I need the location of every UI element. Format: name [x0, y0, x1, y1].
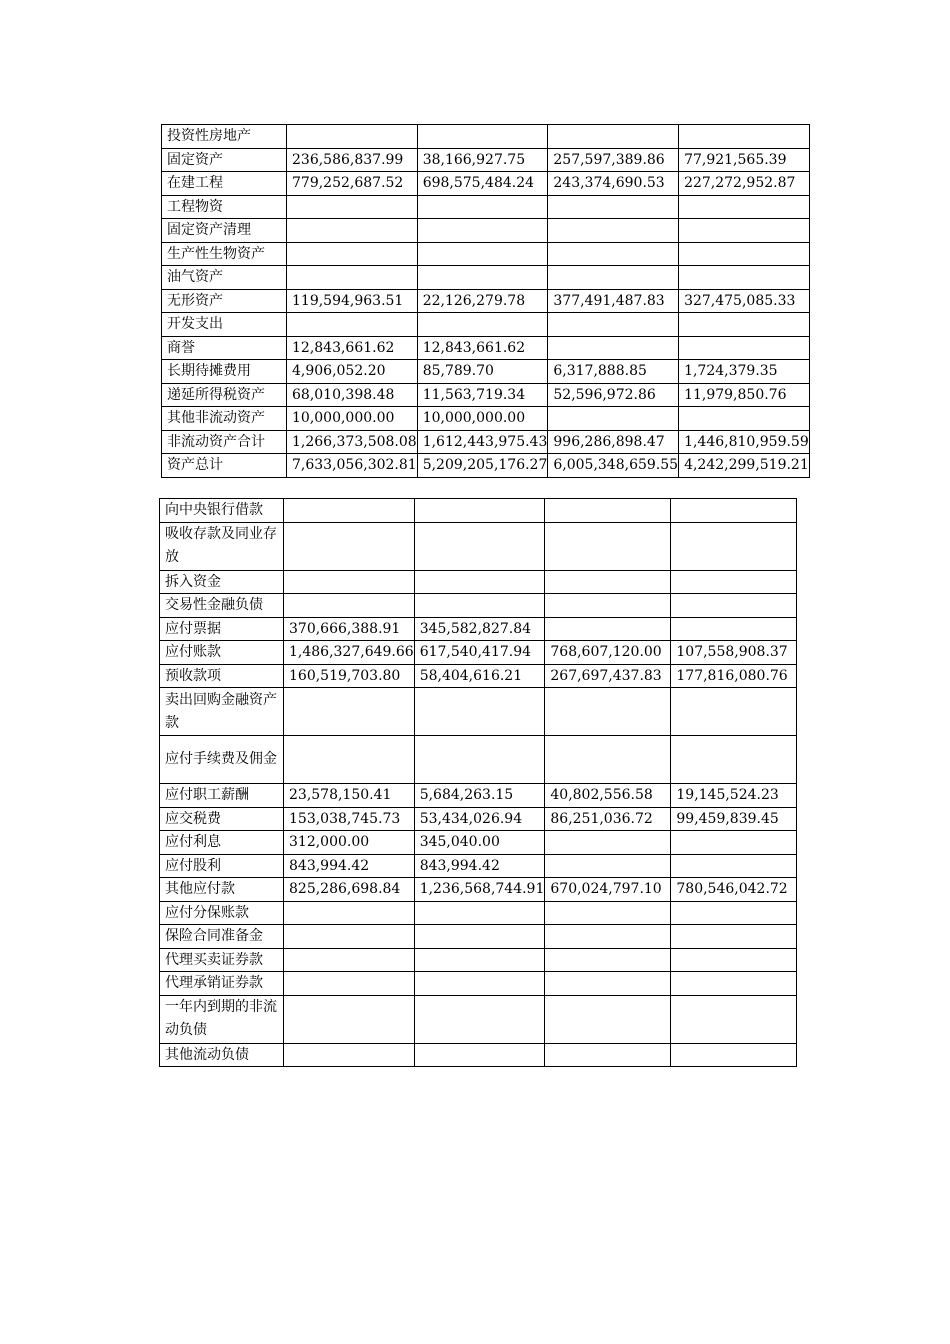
value-cell: [679, 242, 810, 266]
value-cell: [284, 522, 415, 570]
value-cell: [671, 736, 797, 784]
value-cell: 11,979,850.76: [679, 383, 810, 407]
row-label: 非流动资产合计: [162, 430, 287, 454]
value-cell: 1,486,327,649.66: [284, 641, 415, 665]
value-cell: [545, 570, 671, 594]
value-cell: 1,236,568,744.91: [414, 878, 545, 902]
table-row: [162, 219, 810, 243]
table-row: [162, 360, 810, 384]
value-cell: [414, 1043, 545, 1067]
value-cell: [548, 242, 679, 266]
row-label: 其他流动负债: [160, 1043, 284, 1067]
value-cell: 227,272,952.87: [679, 172, 810, 196]
value-cell: 377,491,487.83: [548, 289, 679, 313]
row-label: 开发支出: [162, 313, 287, 337]
row-label: 固定资产: [162, 148, 287, 172]
value-cell: [417, 219, 548, 243]
row-label: 油气资产: [162, 266, 287, 290]
value-cell: [284, 948, 415, 972]
value-cell: [287, 266, 418, 290]
value-cell: 6,317,888.85: [548, 360, 679, 384]
value-cell: 670,024,797.10: [545, 878, 671, 902]
value-cell: [414, 901, 545, 925]
value-cell: [287, 242, 418, 266]
value-cell: 52,596,972.86: [548, 383, 679, 407]
value-cell: [545, 925, 671, 949]
value-cell: [545, 948, 671, 972]
value-cell: 698,575,484.24: [417, 172, 548, 196]
value-cell: 119,594,963.51: [287, 289, 418, 313]
row-label: 资产总计: [162, 454, 287, 478]
table-row: [160, 995, 797, 1043]
row-label: 应付分保账款: [160, 901, 284, 925]
table-row: [160, 570, 797, 594]
table-row: [160, 831, 797, 855]
value-cell: [671, 570, 797, 594]
value-cell: [671, 972, 797, 996]
row-label: 应付利息: [160, 831, 284, 855]
table-row: [162, 454, 810, 478]
row-label: 长期待摊费用: [162, 360, 287, 384]
value-cell: [414, 522, 545, 570]
value-cell: [671, 901, 797, 925]
table-row: [160, 972, 797, 996]
value-cell: [548, 313, 679, 337]
value-cell: 327,475,085.33: [679, 289, 810, 313]
value-cell: [671, 854, 797, 878]
value-cell: 153,038,745.73: [284, 807, 415, 831]
value-cell: [671, 831, 797, 855]
row-label: 应交税费: [160, 807, 284, 831]
value-cell: 68,010,398.48: [287, 383, 418, 407]
value-cell: [287, 313, 418, 337]
value-cell: [545, 1043, 671, 1067]
table-row: [160, 1043, 797, 1067]
value-cell: [284, 736, 415, 784]
row-label: 递延所得税资产: [162, 383, 287, 407]
value-cell: [679, 266, 810, 290]
value-cell: 4,242,299,519.21: [679, 454, 810, 478]
row-label: 应付手续费及佣金: [160, 736, 284, 784]
value-cell: 1,446,810,959.59: [679, 430, 810, 454]
value-cell: [548, 266, 679, 290]
value-cell: 257,597,389.86: [548, 148, 679, 172]
row-label: 预收款项: [160, 664, 284, 688]
value-cell: 267,697,437.83: [545, 664, 671, 688]
row-label: 一年内到期的非流动负债: [160, 995, 284, 1043]
value-cell: 12,843,661.62: [287, 336, 418, 360]
table-row: [160, 617, 797, 641]
value-cell: [414, 594, 545, 618]
value-cell: [548, 407, 679, 431]
value-cell: 40,802,556.58: [545, 784, 671, 808]
row-label: 固定资产清理: [162, 219, 287, 243]
table-row: [160, 664, 797, 688]
value-cell: [679, 336, 810, 360]
value-cell: 1,266,373,508.08: [287, 430, 418, 454]
value-cell: [414, 925, 545, 949]
value-cell: [679, 195, 810, 219]
value-cell: [548, 219, 679, 243]
row-label: 应付账款: [160, 641, 284, 665]
value-cell: [287, 195, 418, 219]
value-cell: 779,252,687.52: [287, 172, 418, 196]
row-label: 其他非流动资产: [162, 407, 287, 431]
value-cell: 617,540,417.94: [414, 641, 545, 665]
value-cell: [414, 995, 545, 1043]
row-label: 保险合同准备金: [160, 925, 284, 949]
value-cell: [414, 948, 545, 972]
row-label: 代理承销证券款: [160, 972, 284, 996]
value-cell: 1,724,379.35: [679, 360, 810, 384]
row-label: 在建工程: [162, 172, 287, 196]
value-cell: 38,166,927.75: [417, 148, 548, 172]
table-row: [160, 499, 797, 523]
value-cell: [679, 219, 810, 243]
table-row: [162, 430, 810, 454]
row-label: 投资性房地产: [162, 125, 287, 149]
value-cell: [284, 972, 415, 996]
value-cell: 843,994.42: [414, 854, 545, 878]
value-cell: 85,789.70: [417, 360, 548, 384]
value-cell: 370,666,388.91: [284, 617, 415, 641]
value-cell: [671, 995, 797, 1043]
value-cell: 10,000,000.00: [417, 407, 548, 431]
table-row: [162, 195, 810, 219]
value-cell: [417, 266, 548, 290]
value-cell: [545, 854, 671, 878]
value-cell: [417, 195, 548, 219]
row-label: 卖出回购金融资产款: [160, 688, 284, 736]
asset-table-body: [162, 125, 810, 478]
value-cell: [417, 242, 548, 266]
value-cell: 312,000.00: [284, 831, 415, 855]
value-cell: 160,519,703.80: [284, 664, 415, 688]
value-cell: [545, 594, 671, 618]
row-label: 应付职工薪酬: [160, 784, 284, 808]
row-label: 向中央银行借款: [160, 499, 284, 523]
table-row: [160, 854, 797, 878]
value-cell: [414, 499, 545, 523]
value-cell: 177,816,080.76: [671, 664, 797, 688]
table-row: [160, 948, 797, 972]
value-cell: [287, 219, 418, 243]
value-cell: [671, 1043, 797, 1067]
table-row: [162, 289, 810, 313]
row-label: 商誉: [162, 336, 287, 360]
value-cell: [679, 125, 810, 149]
value-cell: [414, 570, 545, 594]
value-cell: 12,843,661.62: [417, 336, 548, 360]
value-cell: [545, 972, 671, 996]
value-cell: [284, 995, 415, 1043]
value-cell: [671, 948, 797, 972]
value-cell: [671, 925, 797, 949]
table-row: [160, 784, 797, 808]
value-cell: [545, 995, 671, 1043]
value-cell: [414, 972, 545, 996]
table-row: [160, 925, 797, 949]
value-cell: 345,040.00: [414, 831, 545, 855]
table-row: [160, 901, 797, 925]
value-cell: 23,578,150.41: [284, 784, 415, 808]
value-cell: [545, 522, 671, 570]
value-cell: 4,906,052.20: [287, 360, 418, 384]
table-row: [160, 878, 797, 902]
table-row: [162, 148, 810, 172]
table-row: [162, 266, 810, 290]
value-cell: [545, 499, 671, 523]
value-cell: 243,374,690.53: [548, 172, 679, 196]
value-cell: [284, 594, 415, 618]
value-cell: 99,459,839.45: [671, 807, 797, 831]
row-label: 应付票据: [160, 617, 284, 641]
table-row: [162, 242, 810, 266]
table-row: [162, 407, 810, 431]
value-cell: 77,921,565.39: [679, 148, 810, 172]
value-cell: 86,251,036.72: [545, 807, 671, 831]
value-cell: [284, 688, 415, 736]
value-cell: 345,582,827.84: [414, 617, 545, 641]
row-label: 应付股利: [160, 854, 284, 878]
value-cell: 6,005,348,659.55: [548, 454, 679, 478]
value-cell: [548, 336, 679, 360]
table-row: [162, 172, 810, 196]
value-cell: [284, 1043, 415, 1067]
value-cell: [414, 736, 545, 784]
value-cell: [287, 125, 418, 149]
value-cell: [284, 570, 415, 594]
value-cell: [545, 831, 671, 855]
liability-table-body: [160, 499, 797, 1067]
value-cell: 843,994.42: [284, 854, 415, 878]
value-cell: 1,612,443,975.43: [417, 430, 548, 454]
table-row: [162, 125, 810, 149]
table-row: [160, 641, 797, 665]
value-cell: [548, 195, 679, 219]
value-cell: [284, 499, 415, 523]
table-row: [162, 383, 810, 407]
value-cell: [417, 125, 548, 149]
value-cell: [548, 125, 679, 149]
value-cell: 10,000,000.00: [287, 407, 418, 431]
table-row: [162, 313, 810, 337]
table-row: [160, 736, 797, 784]
value-cell: [671, 594, 797, 618]
row-label: 代理买卖证券款: [160, 948, 284, 972]
value-cell: 236,586,837.99: [287, 148, 418, 172]
value-cell: 5,684,263.15: [414, 784, 545, 808]
value-cell: [545, 688, 671, 736]
table-row: [160, 594, 797, 618]
value-cell: [284, 925, 415, 949]
value-cell: [679, 313, 810, 337]
table-row: [162, 336, 810, 360]
value-cell: 768,607,120.00: [545, 641, 671, 665]
value-cell: 22,126,279.78: [417, 289, 548, 313]
value-cell: 996,286,898.47: [548, 430, 679, 454]
value-cell: [545, 901, 671, 925]
value-cell: [671, 617, 797, 641]
value-cell: [545, 617, 671, 641]
liability-table: [159, 498, 797, 1067]
row-label: 生产性生物资产: [162, 242, 287, 266]
table-row: [160, 522, 797, 570]
row-label: 工程物资: [162, 195, 287, 219]
asset-table: [161, 124, 810, 478]
row-label: 吸收存款及同业存放: [160, 522, 284, 570]
value-cell: [679, 407, 810, 431]
value-cell: [671, 499, 797, 523]
value-cell: 58,404,616.21: [414, 664, 545, 688]
value-cell: 825,286,698.84: [284, 878, 415, 902]
value-cell: 53,434,026.94: [414, 807, 545, 831]
value-cell: 11,563,719.34: [417, 383, 548, 407]
value-cell: [284, 901, 415, 925]
value-cell: [671, 688, 797, 736]
value-cell: [545, 736, 671, 784]
row-label: 交易性金融负债: [160, 594, 284, 618]
table-row: [160, 688, 797, 736]
value-cell: 780,546,042.72: [671, 878, 797, 902]
row-label: 无形资产: [162, 289, 287, 313]
value-cell: 19,145,524.23: [671, 784, 797, 808]
value-cell: [414, 688, 545, 736]
table-row: [160, 807, 797, 831]
value-cell: 107,558,908.37: [671, 641, 797, 665]
row-label: 拆入资金: [160, 570, 284, 594]
value-cell: [417, 313, 548, 337]
value-cell: 5,209,205,176.27: [417, 454, 548, 478]
row-label: 其他应付款: [160, 878, 284, 902]
value-cell: 7,633,056,302.81: [287, 454, 418, 478]
value-cell: [671, 522, 797, 570]
